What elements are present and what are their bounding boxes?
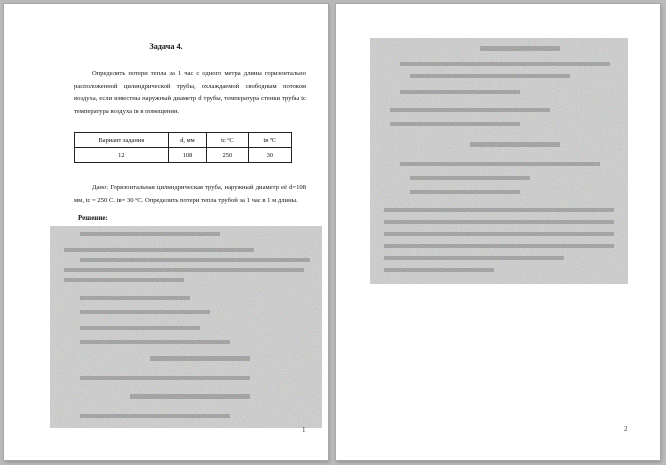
blurred-solution-image — [50, 226, 322, 428]
problem-statement — [74, 68, 306, 118]
given-statement-text: Дано: Горизонтальная цилиндрическая труба, наружный диаметр её d=108 мм, tс = 250 С. tв= 30 ºС. Определить потери тепла трубой за 1 час в 1 м длины. — [74, 184, 306, 204]
table-header-row — [75, 133, 292, 148]
table-cell: 12 — [75, 148, 169, 163]
page-number: 1 — [302, 426, 306, 434]
table-cell: 250 — [207, 148, 248, 163]
document-page-2 — [336, 4, 660, 460]
table-row — [75, 148, 292, 163]
page-number: 2 — [624, 425, 628, 433]
blurred-solution-image — [370, 38, 628, 284]
problem-statement-text: Определить потери тепла за 1 час с одного метра длины горизонтально расположенной цилиндрической трубы, охлаждаемой свободным потоком воздуха, если известны наружный диаметр d трубы, температура стенки трубы tс температура воздуха tв в помещении. — [74, 70, 306, 115]
table-cell: 30 — [248, 148, 291, 163]
table-header-cell: Вариант задания — [75, 133, 169, 148]
table-cell: 108 — [168, 148, 207, 163]
solution-heading: Решение: — [78, 214, 108, 222]
given-statement — [74, 182, 306, 207]
table-header-cell: d, мм — [168, 133, 207, 148]
task-title: Задача 4. — [149, 42, 183, 51]
document-page-1 — [4, 4, 328, 460]
table-header-cell: tс ºС — [207, 133, 248, 148]
variant-table — [74, 132, 292, 163]
table-header-cell: tв ºС — [248, 133, 291, 148]
